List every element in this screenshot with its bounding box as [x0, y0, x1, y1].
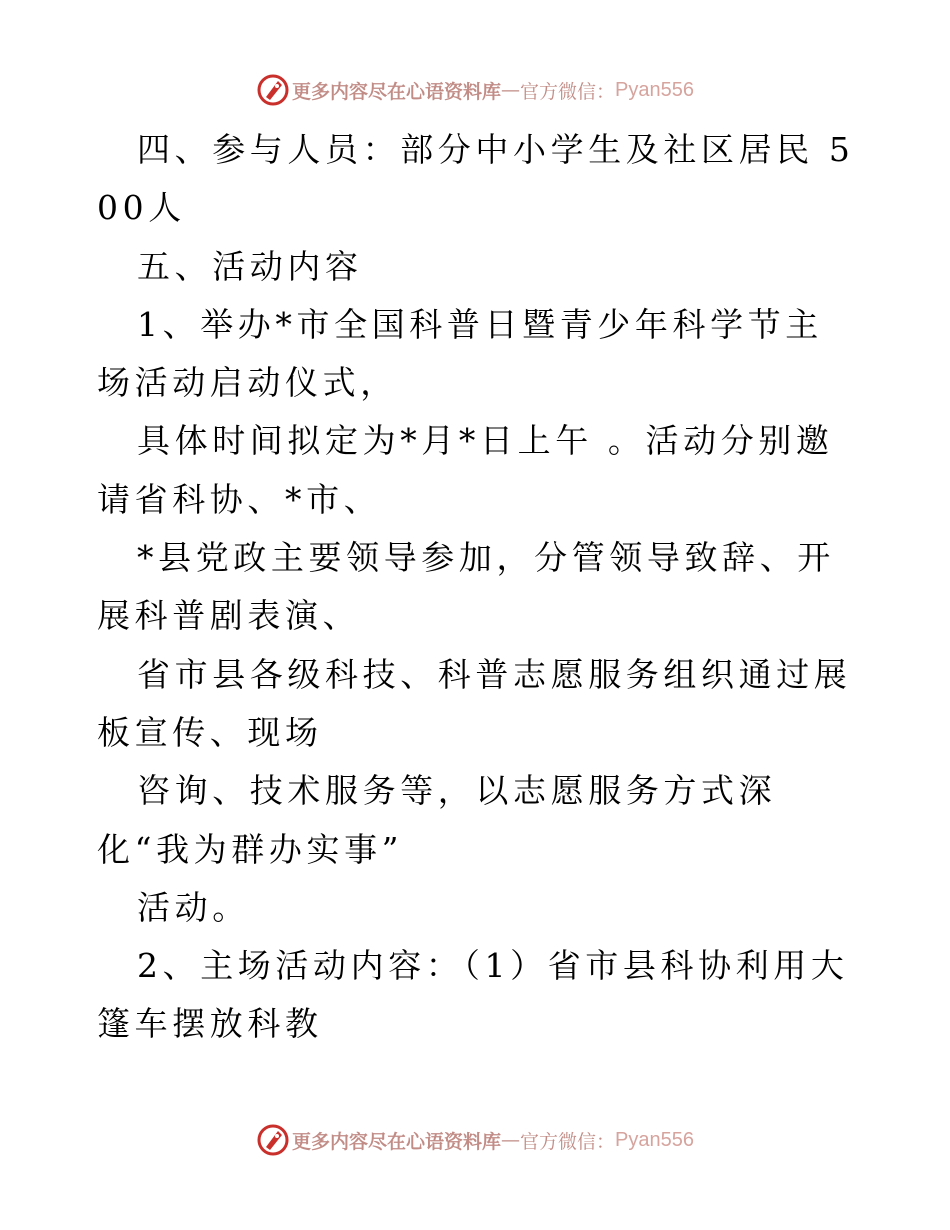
document-body — [97, 121, 857, 1054]
pen-nib-logo-icon — [256, 1123, 290, 1157]
paragraph-leaders: *县党政主要领导参加，分管领导致辞、开展科普剧表演、 — [97, 538, 835, 636]
paragraph-activity: 活动。 — [137, 887, 250, 927]
paragraph-organizations: 省市县各级科技、科普志愿服务组织通过展板宣传、现场 — [97, 654, 852, 752]
paragraph-participants: 四、参与人员：部分中小学生及社区居民 500人 — [97, 130, 855, 228]
watermark-wechat-label: 官方微信： — [520, 80, 616, 103]
pen-nib-logo-icon — [256, 73, 290, 107]
paragraph-schedule: 具体时间拟定为*月*日上午 。活动分别邀请省科协、*市、 — [97, 421, 834, 519]
watermark-wechat-label: 官方微信： — [520, 1130, 616, 1153]
watermark-wechat-id: Pyan556 — [615, 78, 694, 101]
paragraph-item-2: 2、主场活动内容：（1）省市县科协利用大篷车摆放科教 — [97, 946, 849, 1044]
watermark-separator: — — [501, 79, 521, 101]
paragraph-item-1: 1、举办*市全国科普日暨青少年科学节主场活动启动仪式， — [97, 304, 823, 403]
header-watermark — [0, 70, 950, 110]
paragraph-services: 咨询、技术服务等，以志愿服务方式深化“我为群办实事” — [97, 771, 777, 869]
watermark-separator: — — [501, 1129, 521, 1151]
watermark-wechat-id: Pyan556 — [615, 1128, 694, 1151]
watermark-brand-text: 更多内容尽在心语资料库 — [292, 1130, 502, 1153]
watermark-brand-text: 更多内容尽在心语资料库 — [292, 80, 502, 103]
footer-watermark — [0, 1120, 950, 1160]
paragraph-section-heading: 五、活动内容 — [137, 246, 363, 286]
